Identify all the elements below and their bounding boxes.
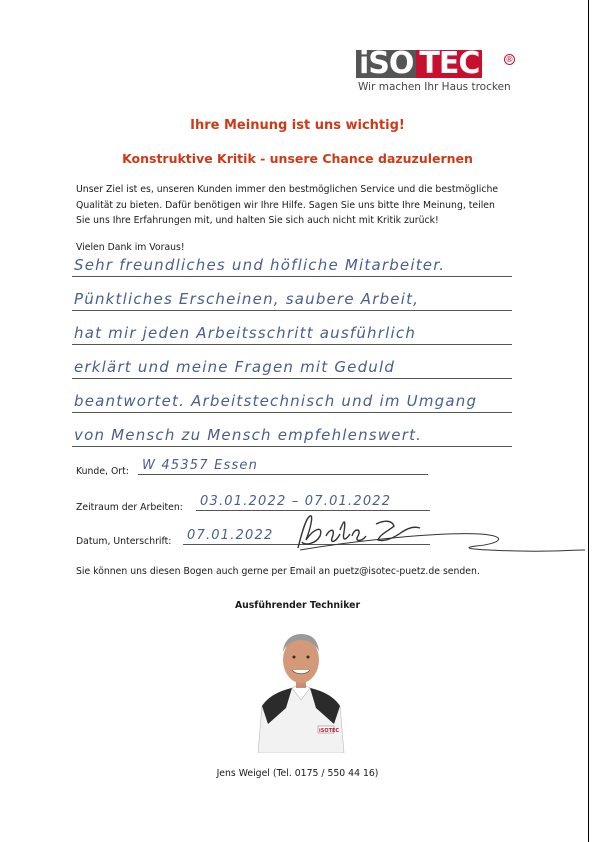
- technician-caption: Jens Weigel (Tel. 0175 / 550 44 16): [216, 768, 379, 779]
- handwritten-text: von Mensch zu Mensch empfehlenswert.: [74, 426, 423, 444]
- intro-line: Qualität zu bieten. Dafür benötigen wir Ihre Hilfe. Sagen Sie uns bitte Ihre Meinung, teilen: [76, 199, 495, 211]
- date-label: Datum, Unterschrift:: [76, 536, 172, 547]
- feedback-line: [72, 322, 512, 345]
- handwritten-text: 07.01.2022: [187, 528, 274, 543]
- shirt-logo: iSOTEC: [319, 728, 340, 734]
- period-label: Zeitraum der Arbeiten:: [76, 502, 183, 513]
- intro-paragraph: [76, 182, 521, 229]
- period-field: [196, 492, 430, 511]
- technician-title: Ausführender Techniker: [234, 600, 361, 611]
- handwritten-text: erklärt und meine Fragen mit Geduld: [74, 358, 396, 376]
- feedback-line: [72, 390, 512, 413]
- page-subtitle: Konstruktive Kritik - unsere Chance dazuzulernen: [122, 151, 473, 166]
- handwritten-text: beantwortet. Arbeitstechnisch und im Umgang: [74, 392, 478, 410]
- email-suffix: senden.: [439, 566, 480, 577]
- handwritten-text: 03.01.2022 – 07.01.2022: [200, 494, 392, 509]
- customer-label: Kunde, Ort:: [76, 466, 129, 477]
- registered-mark: ®: [505, 55, 514, 64]
- intro-line: Unser Ziel ist es, unseren Kunden immer den bestmöglichen Service und die bestmögliche: [76, 184, 499, 195]
- page-title: Ihre Meinung ist uns wichtig!: [190, 118, 405, 133]
- logo-tagline: Wir machen Ihr Haus trocken: [358, 81, 511, 93]
- scan-edge: [588, 0, 589, 842]
- customer-field: [138, 456, 428, 475]
- handwritten-text: Sehr freundliches und höfliche Mitarbeiter.: [74, 256, 446, 274]
- email-prefix: Sie können uns diesen Bogen auch gerne per Email an: [76, 566, 334, 577]
- feedback-line: [72, 288, 512, 311]
- signature: [280, 510, 590, 560]
- email-note: [76, 566, 480, 577]
- feedback-line: [72, 254, 512, 277]
- intro-line: Sie uns Ihre Erfahrungen mit, und halten Sie sich auch nicht mit Kritik zurück!: [76, 215, 439, 226]
- handwritten-text: W 45357 Essen: [142, 458, 259, 473]
- email-link[interactable]: puetz@isotec-puetz.de: [333, 566, 440, 577]
- feedback-line: [72, 356, 512, 379]
- handwritten-text: hat mir jeden Arbeitsschritt ausführlich: [74, 324, 417, 342]
- technician-photo: [256, 628, 346, 753]
- handwritten-text: Pünktliches Erscheinen, saubere Arbeit,: [74, 290, 420, 308]
- thanks-text: Vielen Dank im Voraus!: [76, 242, 185, 253]
- logo-part-iso: iSO: [356, 50, 416, 78]
- isotec-logo: [356, 46, 516, 100]
- logo-part-tec: TEC: [416, 50, 482, 78]
- feedback-line: [72, 424, 512, 447]
